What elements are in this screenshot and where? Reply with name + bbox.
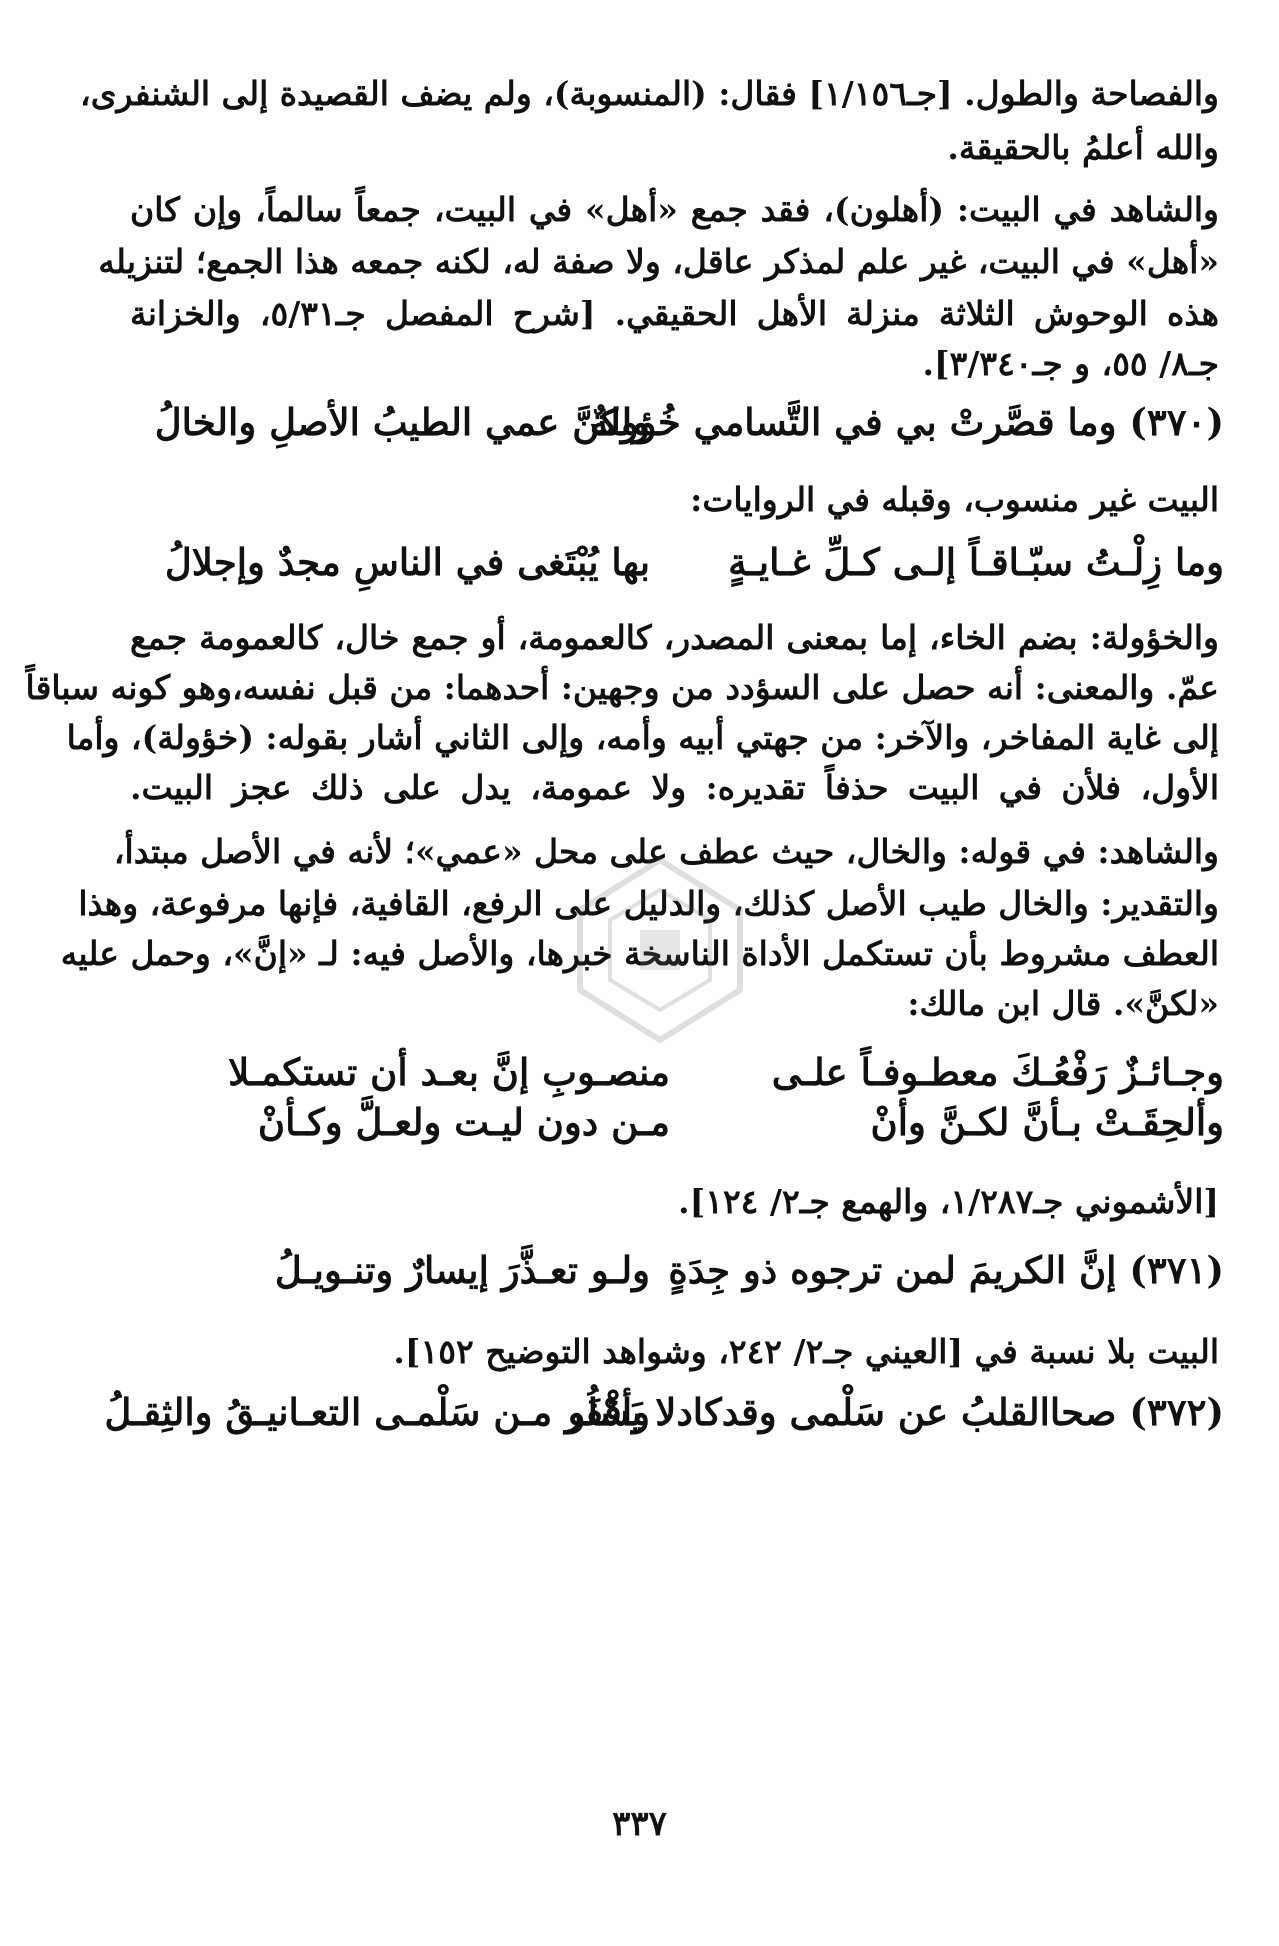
intro-line-1: والفصاحة والطول. [جـ١/١٥٦] فقال: (المنسوبة)، ولم يضف القصيدة إلى الشنفرى،	[80, 74, 1219, 113]
verse-372-second-hemistich: وأقْفَر مـن سَلْمـى التعـانيـقُ والثِقـلُ	[104, 1390, 650, 1434]
verse-370-previous	[130, 540, 1224, 600]
alfiya-verse-2-second-hemistich: مـن دون ليـت ولعـلَّ وكـأنْ	[257, 1100, 670, 1144]
verse-371-first-hemistich: (٣٧١) إنَّ الكريمَ لمن ترجوه ذو جِدَةٍ	[668, 1248, 1224, 1292]
explanation-line-1: والخؤولة: بضم الخاء، إما بمعنى المصدر، كالعمومة، أو جمع خال، كالعمومة جمع	[130, 618, 1219, 657]
library-watermark-stamp	[560, 850, 760, 1050]
verse-371	[130, 1248, 1224, 1308]
shahid-1-line-1: والشاهد في البيت: (أهلون)، فقد جمع «أهل» في البيت، جمعاً سالماً، وإن كان	[130, 190, 1219, 229]
verse-370	[130, 400, 1224, 460]
explanation-line-4: الأول، فلأن في البيت حذفاً تقديره: ولا عمومة، يدل على ذلك عجز البيت.	[130, 768, 1219, 807]
alfiya-verse-1-second-hemistich: منصـوبِ إنَّ بعـد أن تستكمـلا	[228, 1050, 670, 1094]
verse-370-previous-first-hemistich: وما زِلْـتُ سبّـاقـاً إلـى كـلِّ غـايـةٍ	[728, 540, 1224, 584]
alfiya-reference: [الأشموني جـ١/٢٨٧، والهمع جـ٢/ ١٢٤].	[678, 1182, 1219, 1221]
shahid-1-line-3: هذه الوحوش الثلاثة منزلة الأهل الحقيقي. [شرح المفصل جـ٥/٣١، والخزانة	[130, 294, 1219, 333]
verse-372-first-hemistich: (٣٧٢) صحاالقلبُ عن سَلْمى وقدكادلا يَسْلُو	[567, 1390, 1224, 1434]
alfiya-verse-2	[130, 1100, 1224, 1160]
shahid-2-line-1: والشاهد: في قوله: والخال، حيث عطف على محل «عمي»؛ لأنه في الأصل مبتدأ،	[113, 832, 1219, 871]
shahid-2-line-2: والتقدير: والخال طيب الأصل كذلك، والدليل على الرفع، القافية، فإنها مرفوعة، وهذا	[78, 884, 1219, 923]
alfiya-verse-1-first-hemistich: وجـائـزٌ رَفْعُـكَ معطـوفـاً علـى	[771, 1050, 1224, 1094]
shahid-1-line-4: جـ٨/ ٥٥، و جـ٣/٣٤٠].	[922, 344, 1219, 383]
verse-370-second-hemistich: ولكنَّ عمي الطيبُ الأصلِ والخالُ	[154, 400, 650, 444]
verse-372	[104, 1390, 1224, 1450]
page-number: ٣٣٧	[612, 1804, 667, 1844]
shahid-2-line-4: «لكنَّ». قال ابن مالك:	[907, 984, 1219, 1023]
shahid-2-line-3: العطف مشروط بأن تستكمل الأداة الناسخة خبرها، والأصل فيه: لـ «إنَّ»، وحمل عليه	[60, 934, 1219, 973]
alfiya-verse-2-first-hemistich: وألحِقَـتْ بـأنَّ لكـنَّ وأنْ	[870, 1100, 1224, 1144]
verse-371-second-hemistich: ولـو تعـذَّرَ إيسارٌ وتنـويـلُ	[274, 1248, 650, 1292]
explanation-line-2: عمّ. والمعنى: أنه حصل على السؤدد من وجهين: أحدهما: من قبل نفسه،وهو كونه سباقاً	[25, 668, 1219, 707]
verse-370-first-hemistich: (٣٧٠) وما قصَّرتْ بي في التَّسامي خُؤولةٌ	[589, 400, 1224, 444]
shahid-1-line-2: «أهل» في البيت، غير علم لمذكر عاقل، ولا صفة له، لكنه جمعه هذا الجمع؛ لتنزيله	[98, 242, 1219, 281]
verse-371-note: البيت بلا نسبة في [العيني جـ٢/ ٢٤٢، وشواهد التوضيح ١٥٢].	[393, 1332, 1219, 1371]
intro-line-2: والله أعلمُ بالحقيقة.	[947, 128, 1219, 167]
verse-370-previous-second-hemistich: بها يُبْتَغى في الناسِ مجدٌ وإجلالُ	[164, 540, 650, 584]
explanation-line-3: إلى غاية المفاخر، والآخر: من جهتي أبيه وأمه، وإلى الثاني أشار بقوله: (خؤولة)، وأما	[66, 718, 1219, 757]
verse-370-note: البيت غير منسوب، وقبله في الروايات:	[690, 480, 1219, 519]
